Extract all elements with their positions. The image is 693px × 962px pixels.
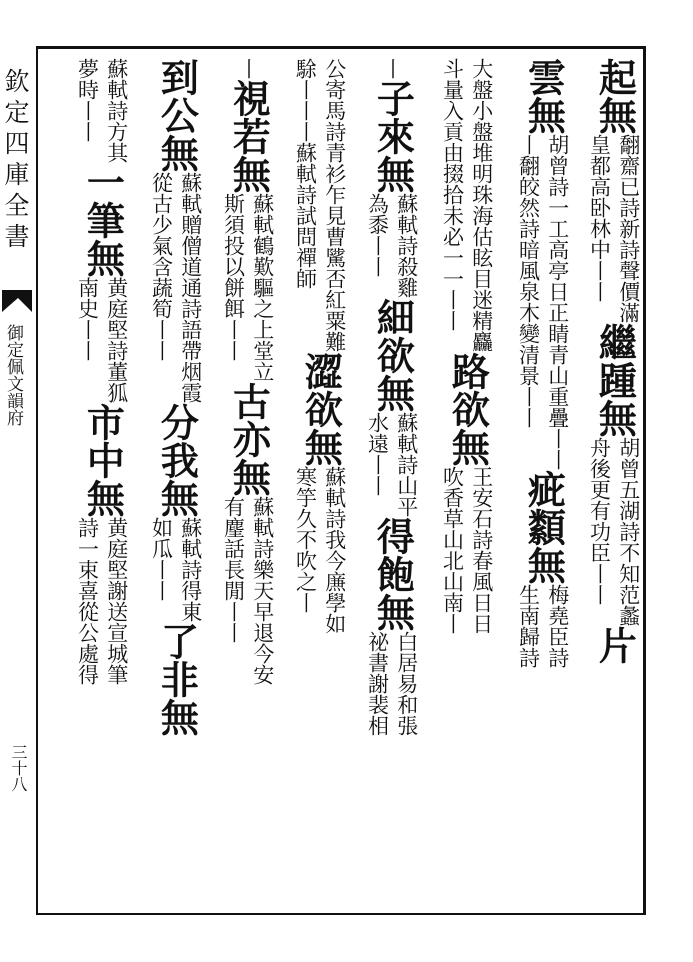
text-column-5 — [293, 58, 347, 918]
annotation — [149, 517, 203, 622]
headword: 古亦無 — [226, 382, 272, 496]
annotation-line: 黄庭堅謝送宣城筆 — [104, 517, 129, 685]
annotation — [75, 58, 129, 163]
annotation-line: 水遠丨丨 — [365, 412, 390, 496]
annotation — [365, 412, 419, 517]
annotation-line: 大盤小盤堆明珠海估眩目迷精麤 — [469, 58, 494, 352]
annotation-line: 舟後更有功臣丨丨 — [587, 437, 612, 605]
headword: 到公無 — [154, 58, 200, 172]
annotation — [440, 466, 494, 634]
repeat-mark: 丨 — [380, 58, 405, 79]
annotation-line: 胡曾詩一工高亭日正睛青山重疊丨丨 — [545, 134, 570, 470]
annotation-line: 黄庭堅詩董狐 — [104, 277, 129, 403]
annotation — [221, 496, 275, 685]
headword: 片 — [592, 626, 638, 664]
annotation — [293, 466, 347, 634]
page-number: 三十八 — [9, 744, 28, 792]
annotation-line: 蘇軾詩我今㢘學如 — [322, 466, 347, 634]
headword: 了非無 — [154, 622, 200, 736]
headword: 分我無 — [154, 403, 200, 517]
annotation-line: 南史丨丨 — [75, 277, 100, 361]
headword: 澀欲無 — [298, 352, 344, 466]
annotation-line: 蘇軾詩樂天早退今安 — [250, 496, 275, 685]
annotation-line: 蘇軾詩方其 — [104, 58, 129, 163]
annotation-line: 夢時丨丨 — [75, 58, 100, 142]
annotation — [75, 517, 129, 685]
margin-inner-border — [36, 46, 38, 915]
annotation-line: 生南歸詩 — [516, 584, 541, 668]
annotation — [440, 58, 494, 352]
annotation-line: 寒竽久不吹之丨 — [293, 466, 318, 613]
annotation-line: 如瓜丨丨 — [149, 517, 174, 601]
annotation-line: 白居易和張 — [394, 631, 419, 736]
annotation-line: 蘇軾贈僧道通詩語帶烟霞 — [178, 172, 203, 403]
headword: 繼踵無 — [592, 323, 638, 437]
annotation-line: 丨䎗皎然詩暗風泉木變清景丨丨 — [516, 134, 541, 428]
annotation-line: 從古少氣含蔬筍丨丨 — [149, 172, 174, 361]
annotation-line: 為黍丨丨 — [365, 193, 390, 277]
book-title: 欽定四庫全書 — [1, 68, 30, 254]
annotation-line: 斗量入貢由掇拾未必一一丨丨 — [440, 58, 465, 331]
headword: 雲無 — [521, 58, 567, 134]
annotation-line: 公寄馬詩青衫乍見曹騭否紅粟難 — [322, 58, 347, 352]
text-column-6 — [221, 58, 275, 918]
annotation — [516, 134, 570, 470]
text-column-3 — [440, 58, 494, 918]
headword: 路欲無 — [445, 352, 491, 466]
fishtail-mark — [2, 290, 34, 316]
headword: 細欲無 — [370, 298, 416, 412]
annotation-line: 䎗齋已詩新詩聲價滿 — [616, 134, 641, 323]
annotation — [293, 58, 347, 352]
repeat-mark: 丨 — [236, 58, 261, 79]
annotation-line: 皇都高卧林中丨丨 — [587, 134, 612, 302]
top-border — [36, 46, 646, 49]
headword: 疵纇無 — [521, 470, 567, 584]
annotation-line: 駼丨丨丨蘇軾詩試問禪師 — [293, 58, 318, 289]
annotation — [516, 584, 570, 668]
text-column-1 — [587, 58, 641, 918]
annotation-line: 蘇軾詩殺雞 — [394, 193, 419, 298]
headword: 一筆無 — [80, 163, 126, 277]
annotation — [365, 631, 419, 736]
annotation-line: 斯須投以餅餌丨丨 — [221, 193, 246, 361]
text-column-2 — [516, 58, 570, 918]
annotation-line: 王安石詩春風日日 — [469, 466, 494, 634]
right-border — [643, 46, 646, 915]
annotation-line: 吹香草山北山南丨 — [440, 466, 465, 634]
chapter-title: 御定佩文韻府 — [3, 324, 23, 426]
annotation-line: 蘇軾詩得東 — [178, 517, 203, 622]
text-column-8 — [75, 58, 129, 918]
text-column-7 — [149, 58, 203, 918]
annotation — [365, 193, 419, 298]
headword: 得飽無 — [370, 517, 416, 631]
annotation-line: 胡曾五湖詩不知范蠡 — [616, 437, 641, 626]
headword: 市中無 — [80, 403, 126, 517]
headword: 起無 — [592, 58, 638, 134]
headword: 視若無 — [226, 79, 272, 193]
annotation-line: 蘇軾詩山平 — [394, 412, 419, 517]
annotation — [587, 437, 641, 626]
annotation-line: 祕書謝裴相 — [365, 631, 390, 736]
headword: 子來無 — [370, 79, 416, 193]
annotation — [587, 134, 641, 323]
annotation — [149, 172, 203, 403]
annotation — [75, 277, 129, 403]
annotation-line: 蘇軾鶴歎驅之上堂立 — [250, 193, 275, 382]
annotation — [221, 193, 275, 382]
annotation-line: 梅堯臣詩 — [545, 584, 570, 668]
annotation-line: 詩一束喜從公處得 — [75, 517, 100, 685]
text-column-4 — [365, 58, 419, 918]
annotation-line: 有麈話長閒丨丨 — [221, 496, 246, 643]
